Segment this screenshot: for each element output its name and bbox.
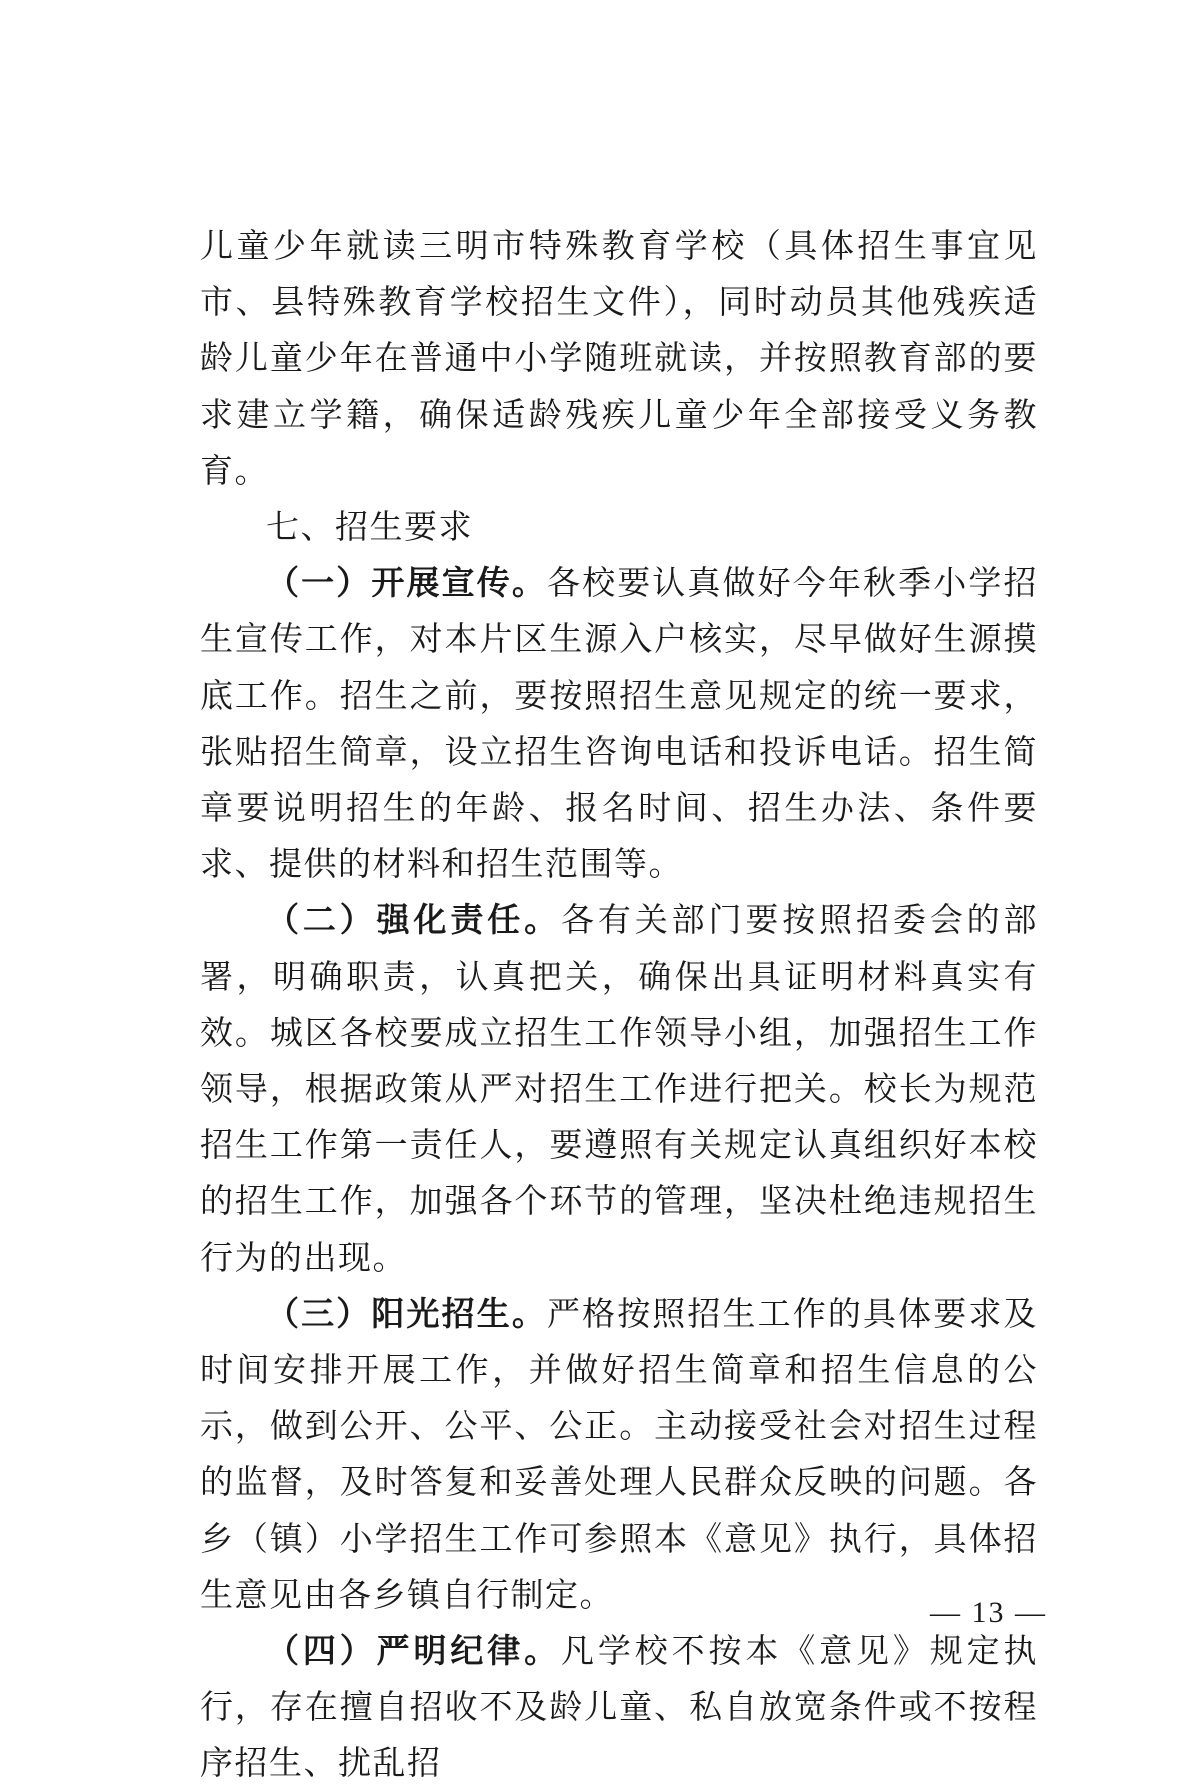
paragraph-text: 各有关部门要按照招委会的部署，明确职责，认真把关，确保出具证明材料真实有效。城区各校要成立招生工作领导小组，加强招生工作领导，根据政策从严对招生工作进行把关。校长为规范招生工作第一责任人，要遵照有关规定认真组织好本校的招生工作，加强各个环节的管理，坚决杜绝违规招生行为的出现。 xyxy=(200,900,1038,1277)
paragraph-discipline xyxy=(200,1623,1038,1792)
section-heading-text: 七、招生要求 xyxy=(266,507,473,547)
paragraph-lead: （一）开展宣传。 xyxy=(266,563,547,603)
paragraph-responsibility xyxy=(200,892,1038,1285)
paragraph-text: 各校要认真做好今年秋季小学招生宣传工作，对本片区生源入户核实，尽早做好生源摸底工作。招生之前，要按照招生意见规定的统一要求，张贴招生简章，设立招生咨询电话和投诉电话。招生简章要说明招生的年龄、报名时间、招生办法、条件要求、提供的材料和招生范围等。 xyxy=(200,563,1039,884)
page-number: — 13 — xyxy=(930,1596,1047,1629)
paragraph-text: 凡学校不按本《意见》规定执行，存在擅自招收不及龄儿童、私自放宽条件或不按程序招生、扰乱招 xyxy=(200,1631,1038,1783)
document-body xyxy=(200,218,1038,1792)
paragraph-text: 严格按照招生工作的具体要求及时间安排开展工作，并做好招生简章和招生信息的公示，做到公开、公平、公正。主动接受社会对招生过程的监督，及时答复和妥善处理人民群众反映的问题。各乡（镇）小学招生工作可参照本《意见》执行，具体招生意见由各乡镇自行制定。 xyxy=(200,1293,1039,1614)
paragraph-text: 儿童少年就读三明市特殊教育学校（具体招生事宜见市、县特殊教育学校招生文件），同时动员其他残疾适龄儿童少年在普通中小学随班就读，并按照教育部的要求建立学籍，确保适龄残疾儿童少年全部接受义务教育。 xyxy=(200,226,1038,490)
paragraph-continuation xyxy=(200,218,1038,499)
paragraph-publicity xyxy=(200,555,1038,892)
paragraph-lead: （四）严明纪律。 xyxy=(266,1631,561,1671)
section-heading xyxy=(200,499,1038,555)
paragraph-transparency xyxy=(200,1286,1038,1623)
paragraph-lead: （二）强化责任。 xyxy=(266,900,561,940)
paragraph-lead: （三）阳光招生。 xyxy=(266,1293,547,1333)
